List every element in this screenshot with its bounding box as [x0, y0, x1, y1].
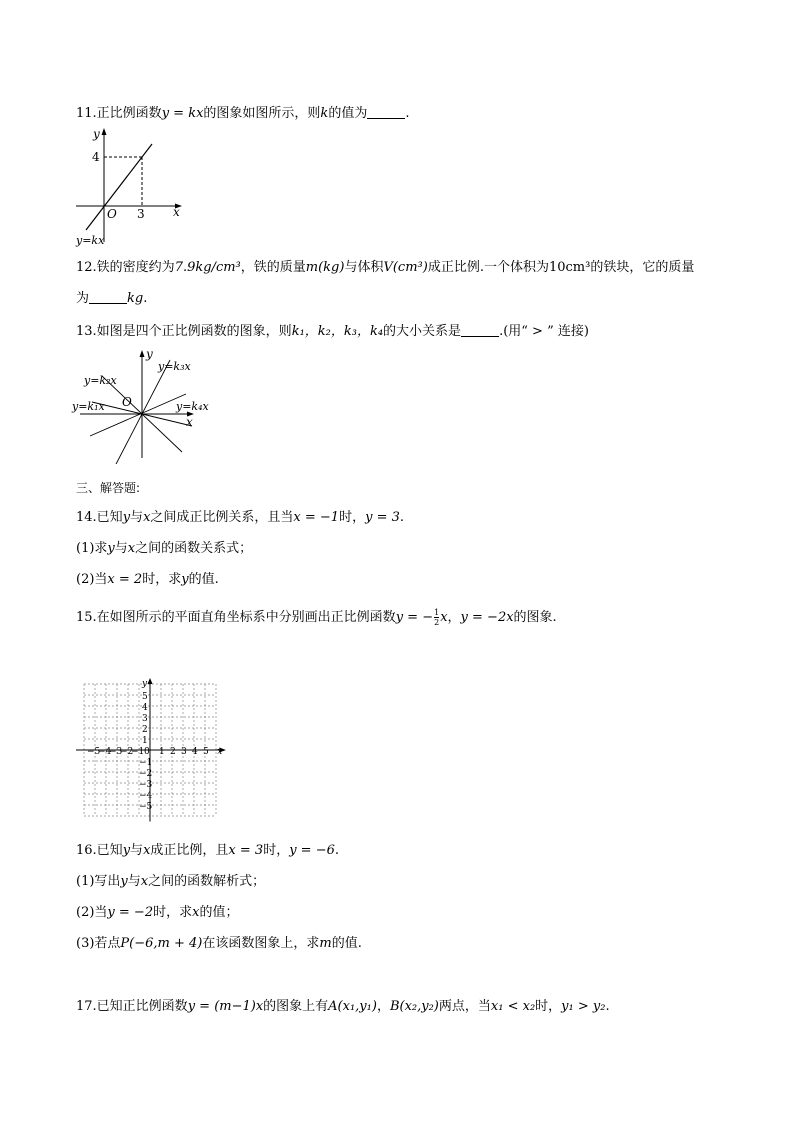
q16-p3-a: (3)若点	[76, 936, 121, 951]
q16-p3-e: 的值.	[331, 936, 362, 951]
q16-end: .	[334, 843, 340, 858]
q13-y-arrow-icon	[140, 350, 145, 357]
x-tick-label: −3	[109, 747, 123, 757]
q15-f1-a: y = −	[395, 610, 434, 625]
q17-f: y = (m−1)x	[187, 999, 264, 1014]
q16-d: x	[143, 843, 151, 858]
q12-mass: m(kg)	[305, 260, 345, 275]
q11-origin: O	[107, 207, 117, 221]
q17-a: 17.已知正比例函数	[76, 999, 188, 1014]
q17-b: 的图象上有	[263, 999, 329, 1014]
q16-part2	[76, 904, 238, 922]
q11-y-label: y	[93, 127, 100, 141]
q11-text	[76, 104, 409, 123]
q11-tick-x: 3	[137, 207, 145, 221]
q15-text-b: 的图象.	[513, 610, 557, 625]
q16-p2-c: 时，求	[153, 905, 193, 920]
x-tick-label: 1	[159, 747, 165, 757]
q14-p2-e: 的值.	[188, 572, 219, 587]
q16-p1-b: y	[120, 874, 128, 889]
q15-frac-den: 2	[434, 618, 440, 627]
x-tick-label: 3	[181, 747, 187, 757]
q13-answer-blank[interactable]	[461, 322, 499, 337]
q13-text-c: .(用“ > ” 连接)	[499, 324, 589, 339]
q14-p1-b: y	[107, 541, 115, 556]
q16-p3-b: P(−6,m + 4)	[120, 936, 203, 951]
q11-caption: y=kx	[76, 234, 105, 247]
q12-vol-val: 10cm³	[548, 260, 591, 275]
q12-text-d: 成正比例.一个体积为	[427, 260, 549, 275]
q16-p3-c: 在该函数图象上，求	[202, 936, 320, 951]
q13-text-b: 的大小关系是	[383, 324, 462, 339]
q14-a: 14.已知	[76, 510, 123, 525]
q12-text-a: 12.铁的密度约为	[76, 260, 175, 275]
x-tick-label: 5	[203, 747, 209, 757]
q13-x-label: x	[186, 415, 193, 429]
y-tick-label: −4	[139, 791, 153, 801]
q14-p1-a: (1)求	[76, 541, 108, 556]
q14-p2-b: x = 2	[107, 572, 143, 587]
q17-sep: ，	[376, 999, 390, 1014]
x-tick-label: −1	[131, 747, 145, 757]
q11-answer-blank[interactable]	[367, 104, 405, 119]
q12-text-c: 与体积	[344, 260, 384, 275]
q14-c: 与	[130, 510, 144, 525]
q12-unit: kg	[127, 291, 144, 306]
y-tick-label: 5	[142, 692, 148, 702]
q16-p2-d: x	[192, 905, 200, 920]
q17-text	[76, 998, 610, 1016]
q14-p2-c: 时，求	[142, 572, 182, 587]
q15-sep: ，	[447, 610, 461, 625]
y-tick-label: 3	[142, 714, 148, 724]
q15-y-label: y	[142, 679, 148, 689]
q16-c: 与	[130, 843, 144, 858]
q14-cond: x = −1	[293, 510, 340, 525]
q17-c1: x₁ < x₂	[490, 999, 536, 1014]
q11-figure	[74, 126, 186, 248]
q12-volume: V(cm³)	[383, 260, 428, 275]
q16-part1	[76, 873, 265, 891]
q12-text-b: ，铁的质量	[240, 260, 306, 275]
q15-text	[76, 608, 557, 627]
q12-density: 7.9kg/cm³	[174, 260, 241, 275]
section-title: 三、解答题:	[76, 481, 141, 495]
q15-coordinate-grid[interactable]	[74, 678, 226, 824]
q16-p2-a: (2)当	[76, 905, 108, 920]
y-tick-label: −1	[139, 758, 153, 768]
q13-label-k1: y=k₁x	[72, 400, 105, 413]
q13-label-k2: y=k₂x	[84, 374, 117, 387]
q14-p2-d: y	[181, 572, 189, 587]
q13-label-k3: y=k₃x	[158, 360, 191, 373]
q13-figure	[70, 346, 210, 464]
q14-cond2: y = 3	[365, 510, 400, 525]
q11-text-c: 的值为	[328, 106, 368, 121]
q13-ks: k₁，k₂，k₃，k₄	[291, 324, 384, 339]
y-tick-label: 2	[142, 725, 148, 735]
x-tick-label: 4	[192, 747, 198, 757]
q12-line2-a: 为	[76, 291, 90, 306]
q17-c: 两点，当	[438, 999, 491, 1014]
q15-fraction	[434, 608, 439, 627]
q17-d: 时，	[535, 999, 562, 1014]
q11-var: k	[320, 106, 329, 121]
q14-d: x	[143, 510, 151, 525]
q16-cond2: y = −6	[289, 843, 335, 858]
q11-end: .	[405, 106, 410, 121]
q14-e: 之间成正比例关系，且当	[150, 510, 294, 525]
q14-part2	[76, 571, 219, 589]
q12-answer-blank[interactable]	[89, 289, 127, 304]
y-tick-label: 4	[142, 703, 148, 713]
x-tick-label: −5	[87, 747, 101, 757]
x-tick-label: 0	[144, 747, 150, 757]
x-tick-label: −2	[120, 747, 134, 757]
q13-text-a: 13.如图是四个正比例函数的图象，则	[76, 324, 292, 339]
x-tick-label: 2	[170, 747, 176, 757]
q11-tick-y: 4	[92, 150, 100, 164]
q11-x-label: x	[173, 205, 180, 219]
y-tick-label: 1	[142, 736, 148, 746]
q16-e: 成正比例，且	[150, 843, 229, 858]
q15-f2: y = −2x	[460, 610, 514, 625]
x-tick-label: −4	[98, 747, 112, 757]
q14-stem	[76, 509, 404, 527]
q14-p1-e: 之间的函数关系式；	[135, 541, 253, 556]
q12-line2	[76, 289, 147, 308]
y-tick-label: −3	[139, 780, 153, 790]
q14-end: .	[399, 510, 405, 525]
q16-stem	[76, 842, 339, 860]
q14-p2-a: (2)当	[76, 572, 108, 587]
q13-label-k4: y=k₄x	[176, 400, 209, 413]
q14-p1-c: 与	[114, 541, 128, 556]
q16-f: 时，	[263, 843, 290, 858]
q13-y-label: y	[146, 347, 153, 361]
q11-expr: y = kx	[161, 106, 204, 121]
q16-cond: x = 3	[228, 843, 264, 858]
q17-end: .	[605, 999, 610, 1014]
q16-p1-d: x	[140, 874, 149, 889]
q16-part3	[76, 935, 362, 953]
q12-text-e: 的铁块，它的质量	[590, 260, 695, 275]
q11-text-b: 的图象如图所示，则	[203, 106, 321, 121]
q14-f: 时，	[339, 510, 366, 525]
q14-p1-d: x	[127, 541, 136, 556]
q13-origin: O	[122, 395, 132, 409]
q15-frac-num: 1	[434, 608, 440, 617]
q16-b: y	[122, 843, 131, 858]
q14-b: y	[122, 510, 131, 525]
q13-text	[76, 322, 589, 341]
q12-line1	[76, 259, 694, 277]
q16-a: 16.已知	[76, 843, 123, 858]
q15-text-a: 15.在如图所示的平面直角坐标系中分别画出正比例函数	[76, 610, 396, 625]
q16-p1-e: 之间的函数解析式；	[148, 874, 266, 889]
q16-p1-c: 与	[127, 874, 141, 889]
q15-x-label: x	[217, 747, 223, 757]
q16-p2-b: y = −2	[107, 905, 154, 920]
q16-p3-d: m	[319, 936, 332, 951]
q15-f1-b: x	[440, 610, 448, 625]
q17-point-a: A(x₁,y₁)	[328, 999, 377, 1014]
q16-p2-e: 的值；	[199, 905, 239, 920]
q17-point-b: B(x₂,y₂)	[389, 999, 439, 1014]
y-tick-label: −5	[139, 802, 153, 812]
q16-p1-a: (1)写出	[76, 874, 121, 889]
q12-end: .	[143, 291, 148, 306]
q15-y-arrow-icon	[148, 678, 153, 684]
q14-part1	[76, 540, 252, 558]
q17-c2: y₁ > y₂	[561, 999, 606, 1014]
q11-y-arrow-icon	[102, 128, 107, 135]
y-tick-label: −2	[139, 769, 153, 779]
q11-text-a: 11.正比例函数	[76, 106, 162, 121]
